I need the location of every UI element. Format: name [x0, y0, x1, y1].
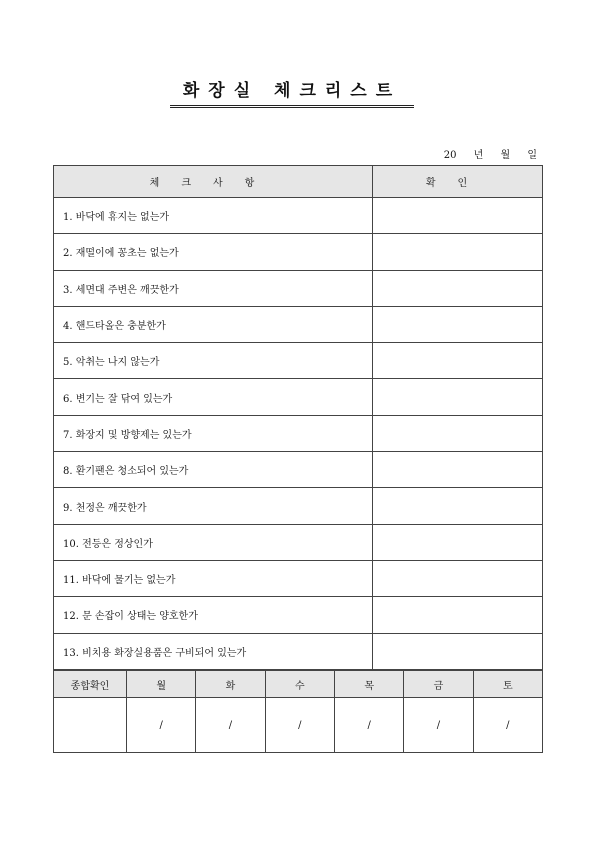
checklist-row	[54, 415, 543, 451]
checklist-confirm-cell[interactable]	[373, 415, 543, 451]
checklist-row	[54, 306, 543, 342]
day-check-cell[interactable]: /	[334, 698, 403, 753]
day-header: 토	[473, 671, 542, 698]
checklist-confirm-cell[interactable]	[373, 633, 543, 669]
header-confirm: 확인	[373, 166, 543, 198]
summary-header-row	[54, 671, 543, 698]
day-header: 화	[196, 671, 265, 698]
checklist-item-text: 12. 문 손잡이 상태는 양호한가	[54, 597, 373, 633]
date-line: 20 년 월 일	[443, 150, 537, 161]
checklist-row	[54, 524, 543, 560]
header-check-items: 체크사항	[54, 166, 373, 198]
summary-check-row	[54, 698, 543, 753]
checklist-header-row	[54, 166, 543, 198]
checklist-confirm-cell[interactable]	[373, 379, 543, 415]
day-header: 목	[334, 671, 403, 698]
day-check-cell[interactable]: /	[196, 698, 265, 753]
checklist-confirm-cell[interactable]	[373, 597, 543, 633]
checklist-item-text: 2. 재떨이에 꽁초는 없는가	[54, 234, 373, 270]
checklist-item-text: 5. 악취는 나지 않는가	[54, 343, 373, 379]
checklist-confirm-cell[interactable]	[373, 560, 543, 596]
day-check-cell[interactable]: /	[404, 698, 473, 753]
checklist-table	[53, 165, 543, 670]
document-title: 화장실 체크리스트	[170, 76, 414, 108]
checklist-row	[54, 452, 543, 488]
checklist-row	[54, 633, 543, 669]
checklist-item-text: 13. 비치용 화장실용품은 구비되어 있는가	[54, 633, 373, 669]
day-header: 수	[265, 671, 334, 698]
checklist-confirm-cell[interactable]	[373, 198, 543, 234]
day-header: 금	[404, 671, 473, 698]
checklist-item-text: 4. 핸드타올은 충분한가	[54, 306, 373, 342]
day-check-cell[interactable]: /	[473, 698, 542, 753]
checklist-item-text: 9. 천정은 깨끗한가	[54, 488, 373, 524]
checklist-row	[54, 488, 543, 524]
checklist-row	[54, 270, 543, 306]
checklist-item-text: 3. 세면대 주변은 깨끗한가	[54, 270, 373, 306]
summary-label-blank	[54, 698, 127, 753]
checklist-row	[54, 234, 543, 270]
checklist-item-text: 7. 화장지 및 방향제는 있는가	[54, 415, 373, 451]
checklist-item-text: 6. 변기는 잘 닦여 있는가	[54, 379, 373, 415]
checklist-item-text: 1. 바닥에 휴지는 없는가	[54, 198, 373, 234]
day-check-cell[interactable]: /	[127, 698, 196, 753]
checklist-confirm-cell[interactable]	[373, 306, 543, 342]
summary-label: 종합확인	[54, 671, 127, 698]
checklist-item-text: 11. 바닥에 물기는 없는가	[54, 560, 373, 596]
checklist-confirm-cell[interactable]	[373, 452, 543, 488]
day-check-cell[interactable]: /	[265, 698, 334, 753]
checklist-item-text: 10. 전등은 정상인가	[54, 524, 373, 560]
summary-table	[53, 670, 543, 753]
checklist-confirm-cell[interactable]	[373, 234, 543, 270]
checklist-row	[54, 343, 543, 379]
day-header: 월	[127, 671, 196, 698]
checklist-confirm-cell[interactable]	[373, 524, 543, 560]
checklist-row	[54, 560, 543, 596]
checklist-confirm-cell[interactable]	[373, 488, 543, 524]
checklist-row	[54, 198, 543, 234]
checklist-item-text: 8. 환기팬은 청소되어 있는가	[54, 452, 373, 488]
checklist-row	[54, 597, 543, 633]
checklist-confirm-cell[interactable]	[373, 343, 543, 379]
checklist-confirm-cell[interactable]	[373, 270, 543, 306]
checklist-row	[54, 379, 543, 415]
